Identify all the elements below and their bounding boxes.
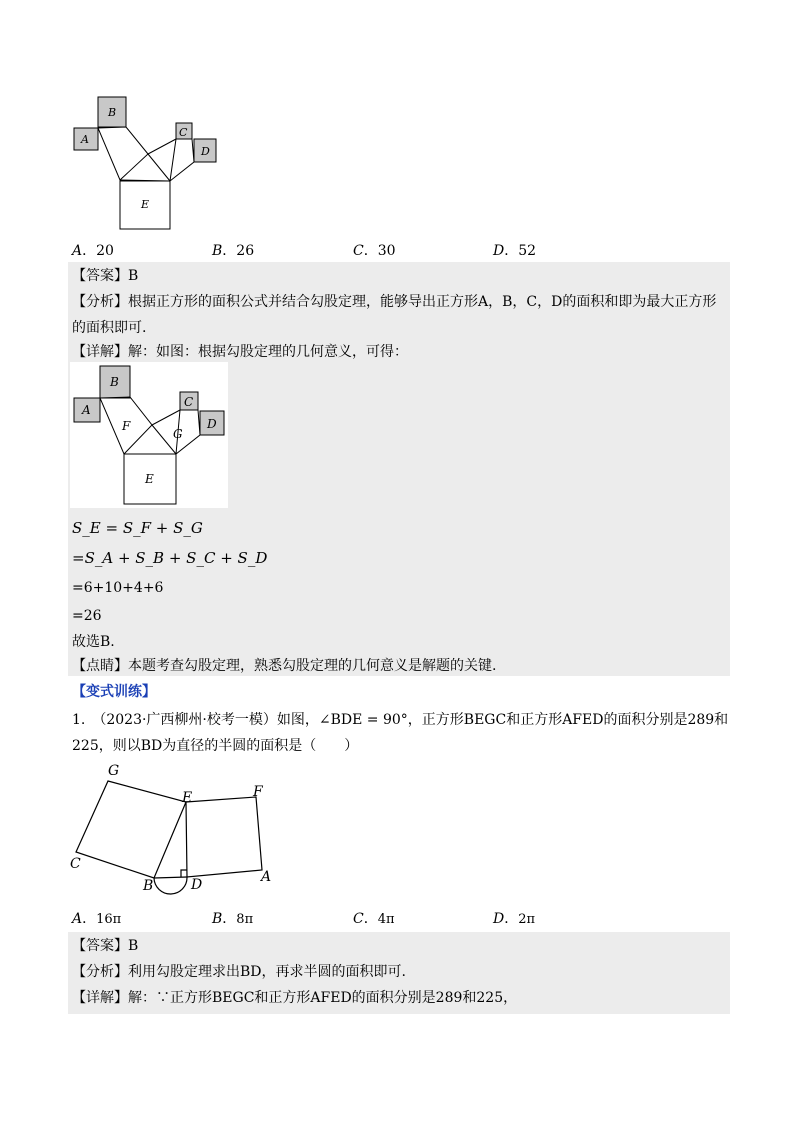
option-a-2: A．16π [72, 911, 122, 927]
label-E: E [145, 472, 154, 486]
label-D: D [201, 145, 210, 158]
label-C: C [179, 126, 188, 139]
question-2-line1: 1. （2023·广西柳州·校考一模）如图，∠BDE = 90°，正方形BEGC和正方形AFED的面积分别是289和 [72, 712, 729, 728]
option-c-2: C．4π [353, 911, 395, 927]
comment-1: 【点睛】本题考查勾股定理，熟悉勾股定理的几何意义是解题的关键. [72, 658, 497, 674]
choice-1: 故选B. [72, 634, 115, 650]
detail-1: 【详解】解：如图：根据勾股定理的几何意义，可得： [72, 344, 408, 360]
figure-3-squares [68, 760, 280, 902]
section-title: 【变式训练】 [72, 684, 156, 700]
option-d: D．52 [493, 243, 537, 259]
label-B: B [110, 375, 119, 389]
option-a: A．20 [72, 243, 114, 259]
label-A: A [261, 869, 272, 885]
figure-1-squares [70, 92, 222, 234]
label-F: F [253, 784, 263, 800]
analysis-1-line1: 【分析】根据正方形的面积公式并结合勾股定理，能够导出正方形A，B，C，D的面积和即为最大正方形 [72, 294, 717, 310]
equation-4: =26 [72, 608, 102, 624]
analysis-1-line2: 的面积即可. [72, 320, 147, 336]
label-G: G [173, 427, 183, 441]
label-E: E [182, 790, 193, 806]
label-F: F [122, 419, 131, 433]
label-E: E [141, 198, 150, 211]
label-D: D [207, 417, 217, 431]
option-c: C．30 [353, 243, 396, 259]
figure-2-squares [70, 362, 228, 508]
option-b-2: B．8π [212, 911, 254, 927]
detail-2: 【详解】解：∵正方形BEGC和正方形AFED的面积分别是289和225， [72, 990, 518, 1006]
equation-2: =S_A + S_B + S_C + S_D [72, 549, 268, 567]
label-D: D [191, 877, 203, 893]
label-A: A [82, 403, 91, 417]
equation-1: S_E = S_F + S_G [72, 519, 203, 537]
option-d-2: D．2π [493, 911, 536, 927]
label-B: B [108, 106, 117, 119]
label-G: G [108, 763, 120, 779]
option-b: B．26 [212, 243, 255, 259]
answer-1: 【答案】B [72, 268, 139, 284]
label-C: C [70, 856, 81, 872]
analysis-2: 【分析】利用勾股定理求出BD，再求半圆的面积即可. [72, 964, 406, 980]
label-B: B [143, 878, 154, 894]
question-2-line2: 225，则以BD为直径的半圆的面积是（ ） [72, 738, 359, 754]
equation-3: =6+10+4+6 [72, 580, 164, 596]
answer-2: 【答案】B [72, 938, 139, 954]
label-C: C [184, 395, 194, 409]
label-A: A [81, 133, 89, 146]
